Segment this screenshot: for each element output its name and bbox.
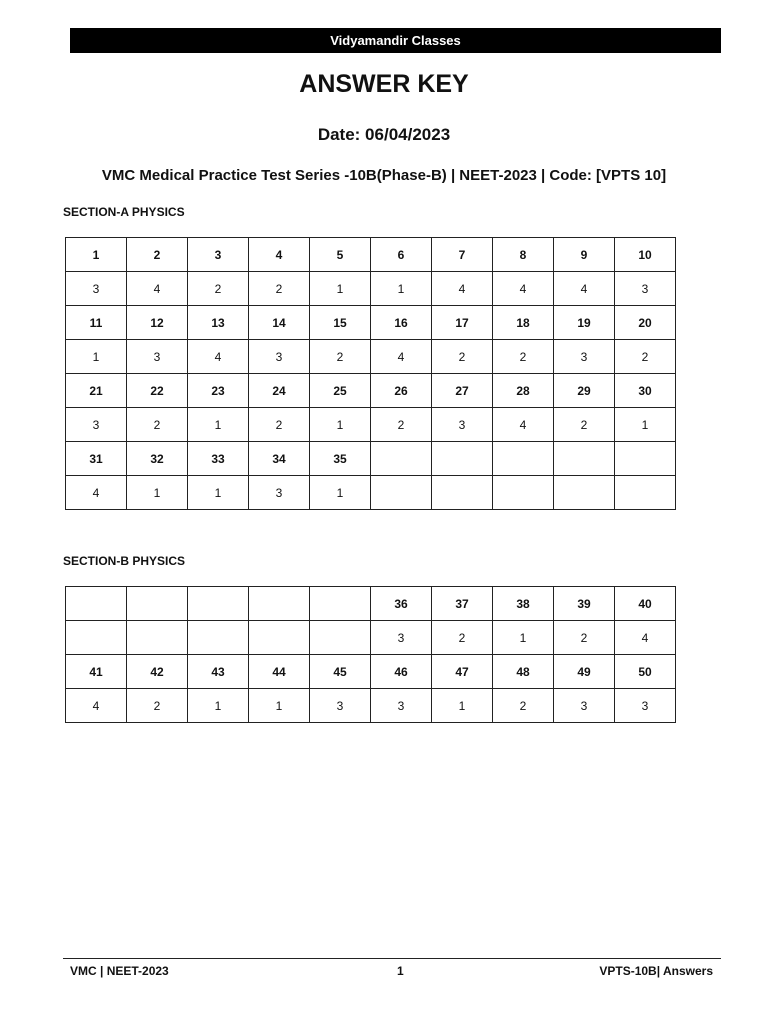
question-number-cell: 41	[66, 655, 127, 689]
answer-row	[66, 272, 676, 306]
answer-cell: 4	[554, 272, 615, 306]
answer-cell: 3	[66, 272, 127, 306]
answer-cell	[310, 621, 371, 655]
question-number-cell: 29	[554, 374, 615, 408]
answer-cell: 3	[127, 340, 188, 374]
question-number-cell	[554, 442, 615, 476]
answer-cell: 4	[615, 621, 676, 655]
answer-row	[66, 621, 676, 655]
answer-cell	[615, 476, 676, 510]
question-number-cell: 9	[554, 238, 615, 272]
question-number-cell	[493, 442, 554, 476]
question-number-cell: 20	[615, 306, 676, 340]
answer-cell: 2	[493, 689, 554, 723]
answer-cell	[66, 621, 127, 655]
answer-cell: 4	[66, 689, 127, 723]
question-number-cell: 7	[432, 238, 493, 272]
question-number-cell: 50	[615, 655, 676, 689]
question-number-cell: 44	[249, 655, 310, 689]
answer-cell: 2	[554, 408, 615, 442]
question-number-cell: 18	[493, 306, 554, 340]
question-number-cell: 31	[66, 442, 127, 476]
question-number-cell: 25	[310, 374, 371, 408]
answer-cell: 3	[249, 340, 310, 374]
question-number-cell	[432, 442, 493, 476]
question-number-cell: 33	[188, 442, 249, 476]
question-number-cell	[615, 442, 676, 476]
answer-cell: 2	[371, 408, 432, 442]
section-a-answer-table	[65, 237, 676, 510]
answer-row	[66, 476, 676, 510]
test-date: Date: 06/04/2023	[317, 125, 451, 144]
question-number-cell: 46	[371, 655, 432, 689]
answer-cell: 2	[432, 621, 493, 655]
section-b-label: SECTION-B PHYSICS	[63, 554, 186, 568]
answer-cell: 3	[615, 272, 676, 306]
footer-divider	[63, 958, 721, 959]
answer-cell	[432, 476, 493, 510]
question-number-cell: 37	[432, 587, 493, 621]
question-number-cell: 35	[310, 442, 371, 476]
answer-cell: 1	[188, 689, 249, 723]
question-number-cell: 15	[310, 306, 371, 340]
answer-cell: 2	[554, 621, 615, 655]
question-number-cell	[188, 587, 249, 621]
answer-cell: 3	[371, 621, 432, 655]
answer-cell: 4	[493, 408, 554, 442]
page-number: 1	[397, 964, 404, 978]
question-number-cell: 23	[188, 374, 249, 408]
question-number-cell: 1	[66, 238, 127, 272]
question-number-cell: 38	[493, 587, 554, 621]
answer-cell: 4	[127, 272, 188, 306]
answer-cell: 4	[432, 272, 493, 306]
question-number-cell: 19	[554, 306, 615, 340]
question-number-cell	[310, 587, 371, 621]
answer-cell	[188, 621, 249, 655]
question-number-row	[66, 238, 676, 272]
question-number-cell: 3	[188, 238, 249, 272]
question-number-cell: 11	[66, 306, 127, 340]
answer-cell: 1	[310, 272, 371, 306]
question-number-cell: 17	[432, 306, 493, 340]
answer-cell: 3	[249, 476, 310, 510]
answer-cell: 3	[432, 408, 493, 442]
answer-cell: 1	[127, 476, 188, 510]
answer-cell: 2	[615, 340, 676, 374]
answer-cell: 2	[188, 272, 249, 306]
answer-row	[66, 340, 676, 374]
question-number-row	[66, 374, 676, 408]
question-number-cell: 28	[493, 374, 554, 408]
answer-cell: 2	[249, 408, 310, 442]
answer-cell: 2	[127, 408, 188, 442]
question-number-cell: 13	[188, 306, 249, 340]
question-number-cell	[127, 587, 188, 621]
answer-cell	[554, 476, 615, 510]
question-number-cell: 12	[127, 306, 188, 340]
question-number-cell: 36	[371, 587, 432, 621]
answer-cell: 2	[432, 340, 493, 374]
question-number-cell: 8	[493, 238, 554, 272]
answer-cell: 3	[310, 689, 371, 723]
answer-cell: 3	[615, 689, 676, 723]
question-number-cell: 48	[493, 655, 554, 689]
question-number-cell: 16	[371, 306, 432, 340]
question-number-cell	[66, 587, 127, 621]
answer-row	[66, 408, 676, 442]
question-number-cell: 39	[554, 587, 615, 621]
answer-cell: 1	[371, 272, 432, 306]
answer-cell: 1	[615, 408, 676, 442]
answer-cell: 2	[310, 340, 371, 374]
section-b-answer-table	[65, 586, 676, 723]
question-number-cell: 43	[188, 655, 249, 689]
page-title: ANSWER KEY	[299, 70, 469, 98]
question-number-cell	[371, 442, 432, 476]
question-number-cell: 14	[249, 306, 310, 340]
question-number-cell: 42	[127, 655, 188, 689]
answer-cell: 4	[66, 476, 127, 510]
section-a-label: SECTION-A PHYSICS	[63, 205, 185, 219]
question-number-cell: 2	[127, 238, 188, 272]
question-number-cell: 24	[249, 374, 310, 408]
question-number-cell: 10	[615, 238, 676, 272]
question-number-row	[66, 655, 676, 689]
question-number-cell: 4	[249, 238, 310, 272]
question-number-row	[66, 306, 676, 340]
footer-left: VMC | NEET-2023	[70, 964, 169, 978]
question-number-row	[66, 587, 676, 621]
answer-cell: 2	[127, 689, 188, 723]
question-number-row	[66, 442, 676, 476]
answer-cell: 3	[554, 340, 615, 374]
answer-row	[66, 689, 676, 723]
question-number-cell: 22	[127, 374, 188, 408]
answer-cell: 2	[249, 272, 310, 306]
answer-cell: 3	[371, 689, 432, 723]
question-number-cell: 47	[432, 655, 493, 689]
answer-cell	[493, 476, 554, 510]
question-number-cell: 40	[615, 587, 676, 621]
question-number-cell	[249, 587, 310, 621]
test-subtitle: VMC Medical Practice Test Series -10B(Phase-B) | NEET-2023 | Code: [VPTS 10]	[101, 167, 667, 184]
answer-cell: 2	[493, 340, 554, 374]
answer-cell: 4	[493, 272, 554, 306]
answer-cell: 1	[432, 689, 493, 723]
answer-cell: 1	[66, 340, 127, 374]
answer-cell: 1	[188, 408, 249, 442]
answer-cell: 4	[371, 340, 432, 374]
answer-cell: 1	[249, 689, 310, 723]
footer-right: VPTS-10B| Answers	[599, 964, 713, 978]
answer-cell: 4	[188, 340, 249, 374]
answer-cell	[127, 621, 188, 655]
answer-cell: 1	[310, 408, 371, 442]
answer-cell: 1	[188, 476, 249, 510]
question-number-cell: 21	[66, 374, 127, 408]
answer-cell	[371, 476, 432, 510]
answer-cell: 1	[310, 476, 371, 510]
header-bar	[70, 28, 721, 53]
question-number-cell: 49	[554, 655, 615, 689]
answer-cell	[249, 621, 310, 655]
answer-cell: 3	[66, 408, 127, 442]
question-number-cell: 45	[310, 655, 371, 689]
answer-cell: 1	[493, 621, 554, 655]
answer-cell: 3	[554, 689, 615, 723]
org-name: Vidyamandir Classes	[330, 33, 461, 48]
question-number-cell: 26	[371, 374, 432, 408]
question-number-cell: 32	[127, 442, 188, 476]
question-number-cell: 5	[310, 238, 371, 272]
question-number-cell: 27	[432, 374, 493, 408]
question-number-cell: 34	[249, 442, 310, 476]
question-number-cell: 30	[615, 374, 676, 408]
question-number-cell: 6	[371, 238, 432, 272]
